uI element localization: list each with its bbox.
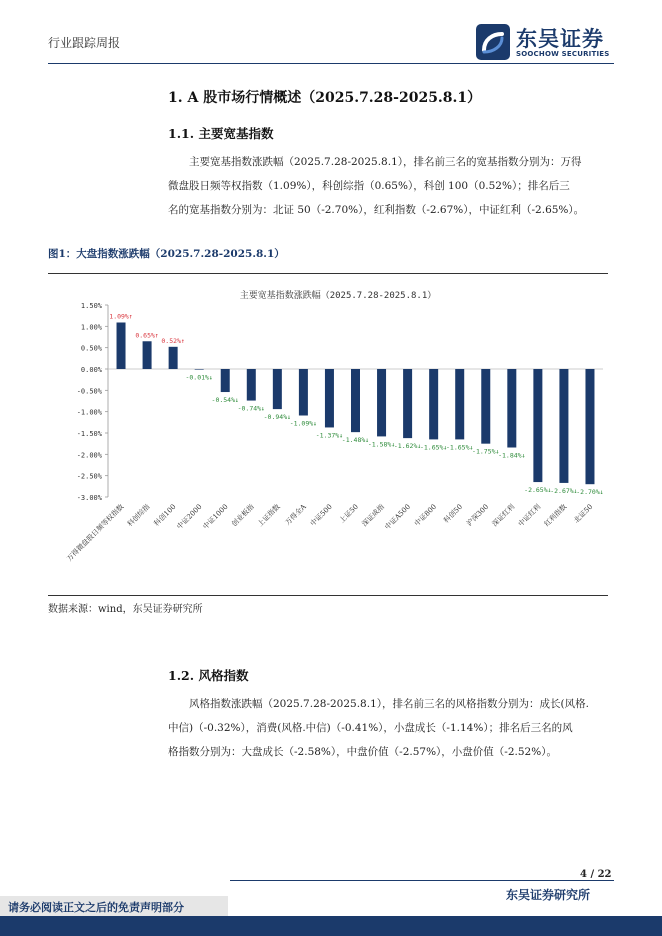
- x-tick-label: 万得全A: [283, 502, 308, 527]
- x-tick-label: 创业板指: [230, 502, 256, 529]
- footer-divider: [230, 880, 614, 881]
- bar-value-label: -0.74%↓: [237, 404, 265, 413]
- bar-value-label: -0.01%↓: [185, 373, 213, 382]
- y-tick-label: 1.00%: [80, 323, 102, 332]
- x-tick-label: 深证成指: [360, 502, 386, 529]
- x-tick-label: 中证2000: [175, 502, 204, 531]
- bar-value-label: 0.65%↑: [135, 331, 159, 340]
- x-tick-label: 中证500: [308, 502, 334, 528]
- bar-value-label: -1.84%↓: [498, 451, 526, 460]
- bar-value-label: -1.09%↓: [289, 419, 318, 428]
- x-tick-label: 深证红利: [490, 502, 517, 529]
- bar: [455, 369, 464, 439]
- bar-value-label: -1.58%↓: [367, 440, 396, 449]
- y-tick-label: -3.00%: [76, 494, 102, 502]
- y-tick-label: 0.50%: [80, 344, 102, 353]
- company-logo: [476, 22, 626, 62]
- x-tick-label: 中证红利: [516, 502, 543, 529]
- x-tick-label: 万得微盘股日频等权指数: [65, 502, 126, 563]
- bar-value-label: 1.09%↑: [109, 312, 133, 321]
- x-tick-label: 红利指数: [542, 502, 569, 529]
- x-tick-label: 科创50: [442, 502, 465, 525]
- header-divider: [48, 63, 614, 64]
- bar: [195, 369, 204, 370]
- chart-title: 主要宽基指数涨跌幅（2025.7.28-2025.8.1）: [239, 291, 437, 301]
- bar-value-label: -1.37%↓: [315, 431, 344, 440]
- x-tick-label: 科创综指: [126, 502, 152, 529]
- y-tick-label: -0.50%: [76, 387, 102, 396]
- soochow-logo-icon: [476, 24, 510, 60]
- paragraph-line: 名的宽基指数分别为：北证 50（-2.70%），红利指数（-2.67%），中证红利（-2.65%）。: [168, 204, 585, 216]
- x-tick-label: 科创100: [152, 502, 178, 528]
- x-tick-label: 中证1000: [201, 502, 230, 531]
- bar-value-label: -2.67%↓: [550, 486, 578, 495]
- paragraph-line: 主要宽基指数涨跌幅（2025.7.28-2025.8.1），排名前三名的宽基指数分别为：万得: [189, 156, 582, 168]
- bar: [143, 341, 152, 369]
- y-tick-label: -1.00%: [76, 408, 102, 417]
- paragraph-line: 风格指数涨跌幅（2025.7.28-2025.8.1），排名前三名的风格指数分别为：成长(风格.: [189, 698, 589, 710]
- bar-value-label: -1.62%↓: [393, 442, 422, 451]
- x-tick-label: 北证50: [572, 502, 595, 525]
- bar: [507, 369, 516, 448]
- paragraph-line: 微盘股日频等权指数（1.09%），科创综指（0.65%），科创 100（0.52%）；排名后三: [168, 180, 570, 192]
- bar: [299, 369, 308, 416]
- bar-value-label: -2.70%↓: [576, 488, 604, 497]
- bar: [585, 369, 594, 484]
- section-1-title: 1. A 股市场行情概述（2025.7.28-2025.8.1）: [168, 90, 482, 106]
- footer-bar: [0, 916, 662, 936]
- logo-text-cn: 东吴证券: [516, 27, 604, 51]
- bar-value-label: -1.48%↓: [341, 436, 370, 445]
- bar-value-label: -1.65%↓: [419, 443, 448, 452]
- bar-value-label: -0.94%↓: [263, 413, 292, 422]
- bar: [247, 369, 256, 401]
- bar-value-label: -1.75%↓: [472, 447, 500, 456]
- bar-value-label: 0.52%↑: [161, 336, 185, 345]
- y-tick-label: -2.50%: [76, 472, 102, 481]
- bar: [273, 369, 282, 409]
- y-tick-label: 1.50%: [80, 302, 102, 310]
- x-tick-label: 中证A500: [383, 502, 413, 532]
- paragraph-line: 格指数分别为：大盘成长（-2.58%），中盘价值（-2.57%），小盘价值（-2.52%）。: [168, 746, 557, 758]
- section-1-2-title: 1.2. 风格指数: [168, 668, 249, 683]
- section-1-2-paragraph: [168, 692, 614, 764]
- section-1-1-paragraph: [168, 150, 614, 222]
- bar-value-label: -1.65%↓: [446, 443, 474, 452]
- figure-source: 数据来源：wind，东吴证券研究所: [48, 604, 203, 615]
- bar: [377, 369, 386, 436]
- bar: [429, 369, 438, 439]
- figure-top-rule: [48, 273, 608, 274]
- bar: [221, 369, 230, 392]
- disclaimer-text: 请务必阅读正文之后的免责声明部分: [8, 901, 184, 914]
- bar: [325, 369, 334, 427]
- section-1-1-title: 1.1. 主要宽基指数: [168, 126, 274, 141]
- bar: [403, 369, 412, 438]
- header-report-type: 行业跟踪周报: [48, 36, 121, 50]
- page-number: 4 / 22: [580, 869, 612, 880]
- index-change-bar-chart: [48, 283, 608, 593]
- x-tick-label: 上证指数: [256, 502, 282, 529]
- bar: [533, 369, 542, 482]
- footer-org-name: 东吴证券研究所: [506, 888, 591, 902]
- x-tick-label: 中证800: [413, 502, 439, 528]
- x-tick-label: 上证50: [338, 502, 360, 525]
- bar: [169, 347, 178, 369]
- bar: [117, 322, 126, 369]
- y-tick-label: -2.00%: [76, 451, 102, 460]
- y-tick-label: 0.00%: [80, 366, 102, 374]
- bar-value-label: -0.54%↓: [211, 396, 239, 405]
- y-tick-label: -1.50%: [76, 430, 102, 438]
- paragraph-line: 中信)（-0.32%），消费(风格.中信)（-0.41%），小盘成长（-1.14%）；排名后三名的风: [168, 722, 573, 734]
- logo-text-en: SOOCHOW SECURITIES: [516, 50, 610, 58]
- bar: [481, 369, 490, 444]
- figure-bottom-rule: [48, 595, 608, 596]
- bar-value-label: -2.65%↓: [524, 486, 552, 495]
- x-tick-label: 沪深300: [465, 502, 491, 528]
- bar: [351, 369, 360, 432]
- figure-1-caption: 图1：大盘指数涨跌幅（2025.7.28-2025.8.1）: [48, 248, 285, 260]
- bar: [559, 369, 568, 483]
